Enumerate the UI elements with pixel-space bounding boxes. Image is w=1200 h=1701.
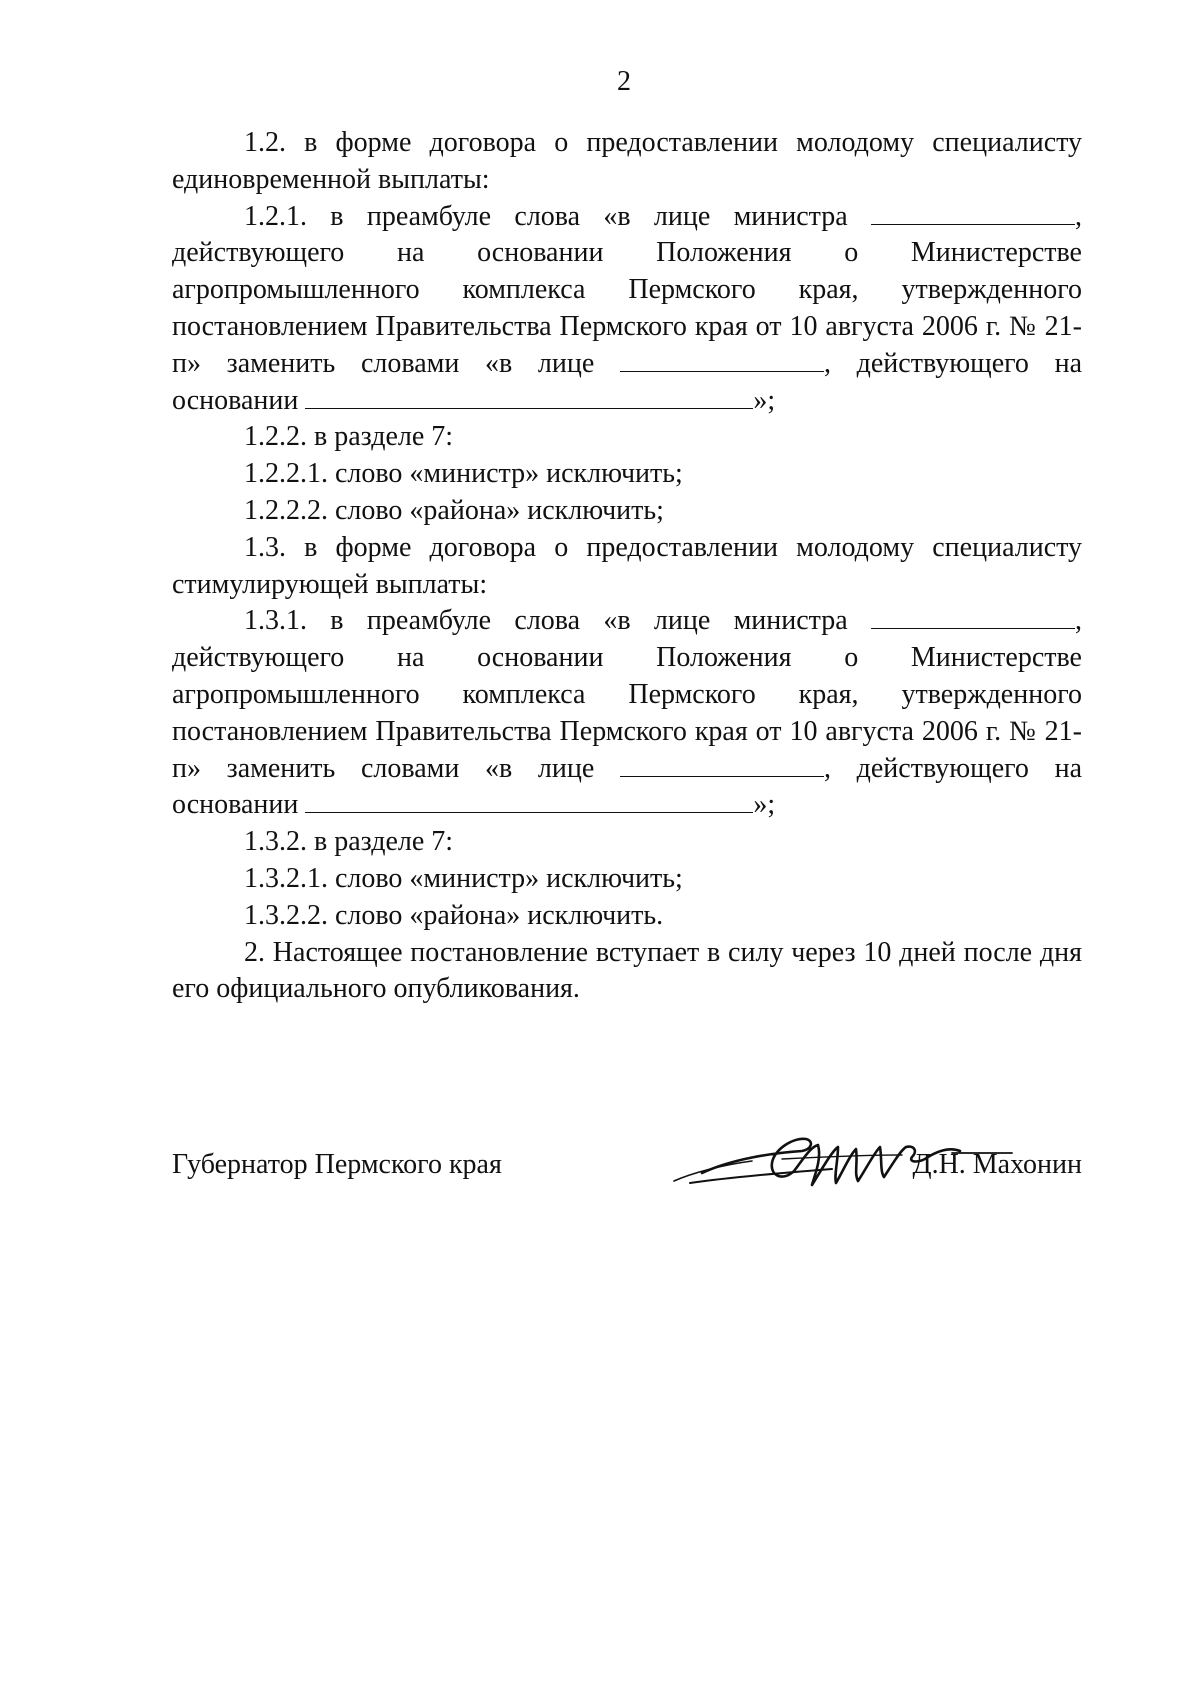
signer-role: Губернатор Пермского края (172, 1149, 502, 1180)
blank-field (305, 788, 753, 813)
paragraph-1-3-1-body: , действующего на основании Положения о Министерстве агропромышленного комплекса Пермского края, утвержденного постановлением Правительства Пермского края от 10 августа 2006 г. № 21-п» заменить словами «в лице (172, 605, 1082, 784)
blank-field (620, 347, 824, 372)
signer-name: Д.Н. Махонин (912, 1149, 1082, 1180)
paragraph-1-3-1-tail: , действующего на основании (172, 752, 1082, 821)
paragraph-1-2-2: 1.2.2. в разделе 7: (244, 421, 454, 453)
paragraph-1-3-2: 1.3.2. в разделе 7: (244, 826, 454, 858)
paragraph-1-3: 1.3. в форме договора о предоставлении молодому специалисту стимулирующей выплаты: (172, 531, 1082, 600)
paragraph-1-2-1-tail: , действующего на основании (172, 347, 1082, 416)
paragraph-1-3-2-1: 1.3.2.1. слово «министр» исключить; (244, 862, 683, 894)
paragraph-1-2-1-body: , действующего на основании Положения о Министерстве агропромышленного комплекса Пермского края, утвержденного постановлением Правительства Пермского края от 10 августа 2006 г. № 21-п» заменить словами «в лице (172, 200, 1082, 379)
paragraph-1-3-1-end: »; (753, 789, 776, 821)
signature-block (172, 1143, 1082, 1203)
blank-field (620, 752, 824, 777)
paragraph-1-2-2-1: 1.2.2.1. слово «министр» исключить; (244, 458, 683, 490)
paragraph-1-3-2-2: 1.3.2.2. слово «района» исключить. (244, 899, 664, 931)
paragraph-1-3-1 (172, 603, 1082, 824)
paragraph-1-3-1-lead: 1.3.1. в преамбуле слова «в лице министра (244, 605, 848, 637)
paragraph-2: 2. Настоящее постановление вступает в силу через 10 дней после дня его официального опубликования. (172, 936, 1082, 1005)
paragraph-1-2: 1.2. в форме договора о предоставлении молодому специалисту единовременной выплаты: (172, 127, 1082, 195)
paragraph-1-2-2-2: 1.2.2.2. слово «района» исключить; (244, 494, 664, 526)
paragraph-1-2-1 (172, 199, 1082, 420)
blank-field (305, 384, 753, 409)
paragraph-1-2-1-lead: 1.2.1. в преамбуле слова «в лице министра (244, 200, 848, 232)
blank-field (871, 604, 1075, 629)
document-body (172, 125, 1082, 1008)
paragraph-1-2-1-end: »; (753, 384, 776, 416)
blank-field (871, 200, 1075, 225)
page-number: 2 (617, 66, 631, 97)
